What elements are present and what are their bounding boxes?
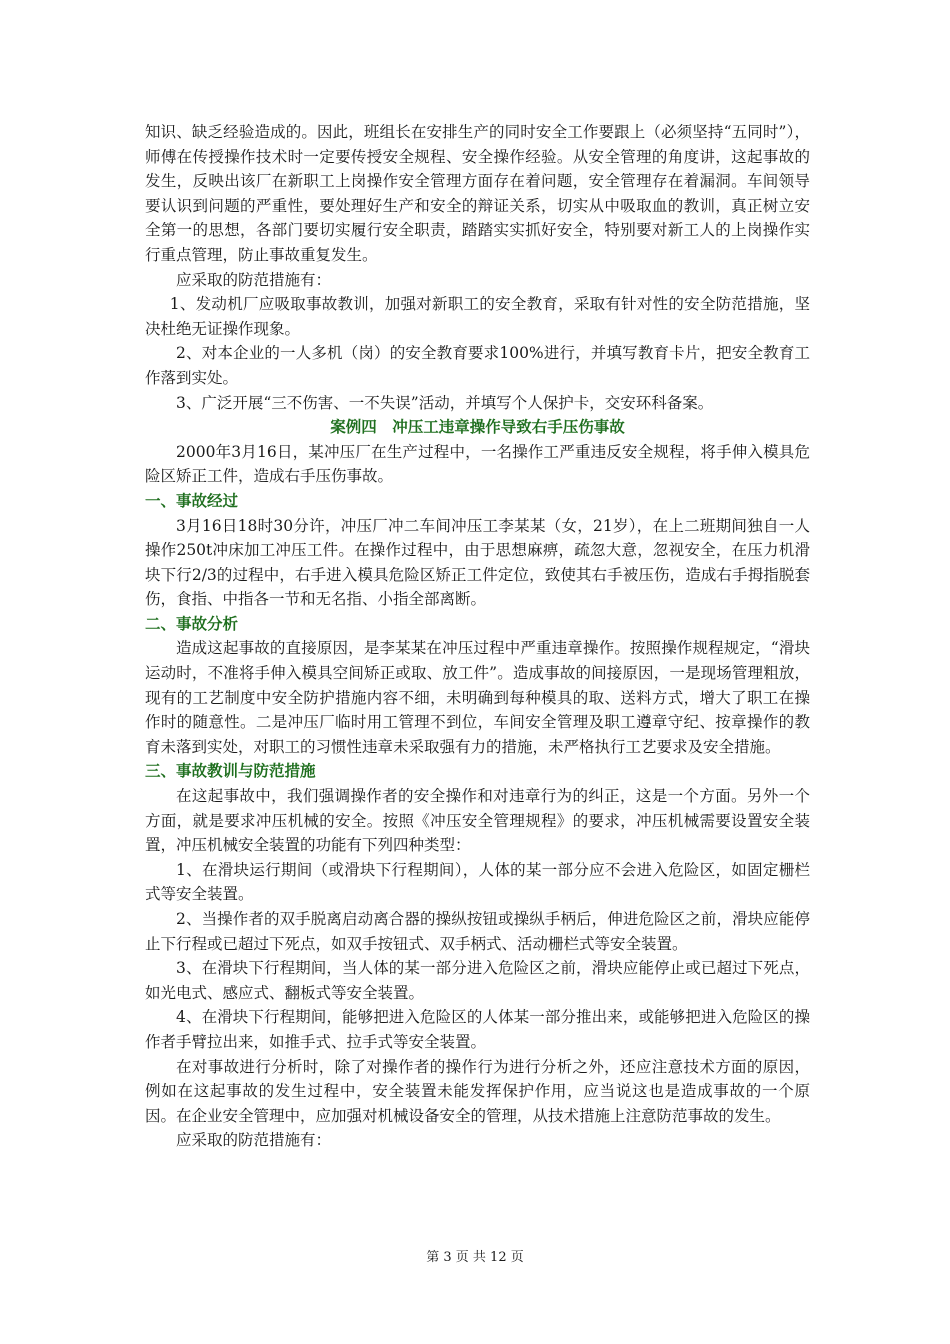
- list-item-device-type-2: 2、当操作者的双手脱离启动离合器的操纵按钮或操纵手柄后，伸进危险区之前，滑块应能停止下行程或已超过下死点，如双手按钮式、双手柄式、活动栅栏式等安全装置。: [145, 910, 810, 953]
- paragraph-case-summary: 2000年3月16日，某冲压厂在生产过程中，一名操作工严重违反安全规程，将手伸入模具危险区矫正工件，造成右手压伤事故。: [145, 442, 810, 486]
- list-item-measure-1: 1、发动机厂应吸取事故教训，加强对新职工的安全教育，采取有针对性的安全防范措施，坚决杜绝无证操作现象。: [145, 295, 810, 338]
- paragraph-continued: 知识、缺乏经验造成的。因此，班组长在安排生产的同时安全工作要跟上（必须坚持“五同时”），师傅在传授操作技术时一定要传授安全规程、安全操作经验。从安全管理的角度讲，这起事故的发生，反映出该厂在新职工上岗操作安全管理方面存在着问题，安全管理存在着漏洞。车间领导要认识到问题的严重性，要处理好生产和安全的辩证关系，切实从中吸取血的教训，真正树立安全第一的思想，各部门要切实履行安全职责，踏踏实实抓好安全，特别要对新工人的上岗操作实行重点管理，防止事故重复发生。: [145, 123, 810, 264]
- paragraph-lessons-intro: 在这起事故中，我们强调操作者的安全操作和对违章行为的纠正，这是一个方面。另外一个方面，就是要求冲压机械的安全。按照《冲压安全管理规程》的要求，冲压机械需要设置安全装置，冲压机械安全装置的功能有下列四种类型：: [145, 787, 810, 855]
- section-heading-lessons: 三、事故教训与防范措施: [145, 762, 316, 781]
- paragraph-technical-analysis: 在对事故进行分析时，除了对操作者的操作行为进行分析之外，还应注意技术方面的原因，例如在这起事故的发生过程中，安全装置未能发挥保护作用，应当说这也是造成事故的一个原因。在企业安全管理中，应加强对机械设备安全的管理，从技术措施上注意防范事故的发生。: [145, 1057, 810, 1125]
- paragraph-measures-intro-2: 应采取的防范措施有：: [176, 1131, 332, 1150]
- list-item-device-type-1: 1、在滑块运行期间（或滑块下行程期间），人体的某一部分应不会进入危险区，如固定栅栏式等安全装置。: [145, 860, 810, 904]
- document-body: [145, 120, 810, 1153]
- case-title: 案例四 冲压工违章操作导致右手压伤事故: [330, 418, 625, 437]
- paragraph-accident-analysis: 造成这起事故的直接原因，是李某某在冲压过程中严重违章操作。按照操作规程规定，“滑块运动时，不准将手伸入模具空间矫正或取、放工件”。造成事故的间接原因，一是现场管理粗放，现有的工艺制度中安全防护措施内容不细，未明确到每种模具的取、送料方式，增大了职工在操作时的随意性。二是冲压厂临时用工管理不到位，车间安全管理及职工遵章守纪、按章操作的教育未落到实处，对职工的习惯性违章未采取强有力的措施，未严格执行工艺要求及安全措施。: [145, 639, 810, 756]
- paragraph-accident-process: 3月16日18时30分许，冲压厂冲二车间冲压工李某某（女，21岁），在上二班期间独自一人操作250t冲床加工冲压工件。在操作过程中，由于思想麻痹，疏忽大意，忽视安全，在压力机滑块下行2/3的过程中，右手进入模具危险区矫正工件定位，致使其右手被压伤，造成右手拇指脱套伤，食指、中指各一节和无名指、小指全部离断。: [145, 516, 810, 609]
- list-item-device-type-4: 4、在滑块下行程期间，能够把进入危险区的人体某一部分推出来，或能够把进入危险区的操作者手臂拉出来，如推手式、拉手式等安全装置。: [145, 1008, 810, 1051]
- section-heading-accident-analysis: 二、事故分析: [145, 614, 239, 633]
- list-item-device-type-3: 3、在滑块下行程期间，当人体的某一部分进入危险区之前，滑块应能停止或已超过下死点，如光电式、感应式、翻板式等安全装置。: [145, 959, 810, 1002]
- section-heading-accident-process: 一、事故经过: [145, 491, 239, 510]
- paragraph-measures-intro: 应采取的防范措施有：: [176, 270, 332, 289]
- list-item-measure-2: 2、对本企业的一人多机（岗）的安全教育要求100%进行，并填写教育卡片，把安全教育工作落到实处。: [145, 344, 810, 387]
- page-number: 第 3 页 共 12 页: [426, 1250, 524, 1265]
- list-item-measure-3: 3、广泛开展“三不伤害、一不失误”活动，并填写个人保护卡，交安环科备案。: [176, 393, 714, 412]
